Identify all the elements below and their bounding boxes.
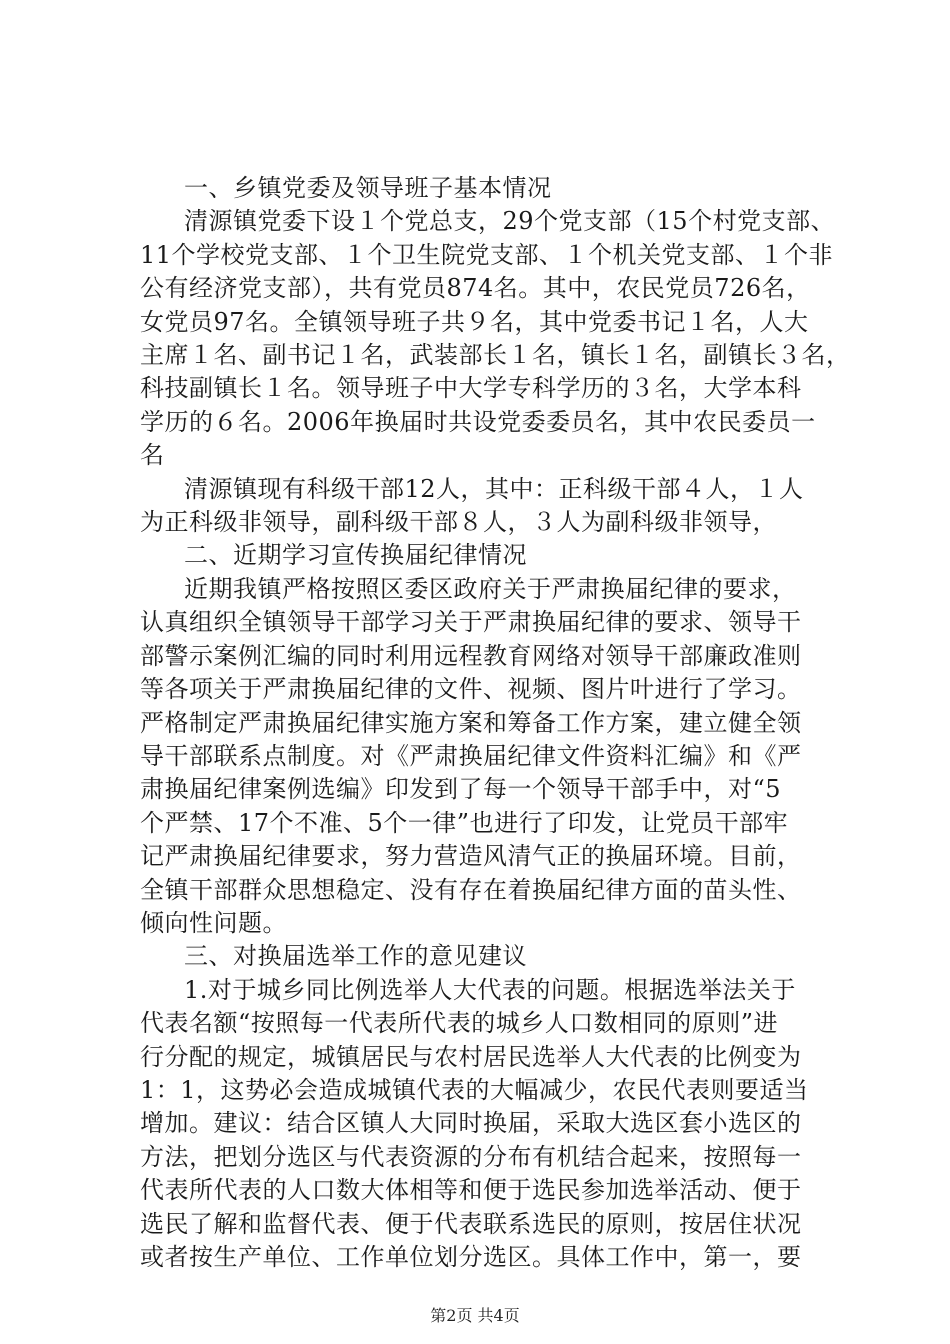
text-line: 代表名额“按照每一代表所代表的城乡人口数相同的原则”进	[140, 1009, 779, 1038]
text-line: 全镇干部群众思想稳定、没有存在着换届纪律方面的苗头性、	[140, 875, 802, 904]
paragraph	[140, 573, 830, 940]
text-line: 严格制定严肃换届纪律实施方案和筹备工作方案，建立健全领	[140, 708, 802, 737]
text-line: 行分配的规定，城镇居民与农村居民选举人大代表的比例变为	[140, 1042, 802, 1071]
paragraph	[140, 205, 851, 472]
text-line: 名	[140, 441, 165, 470]
text-line: 11个学校党支部、１个卫生院党支部、１个机关党支部、１个非	[140, 240, 834, 269]
text-line: 清源镇党委下设１个党总支，29个党支部（15个村党支部、	[184, 207, 836, 236]
text-line: 主席１名、副书记１名，武装部长１名，镇长１名，副镇长３名，	[140, 341, 851, 370]
text-line: 认真组织全镇领导干部学习关于严肃换届纪律的要求、领导干	[140, 608, 802, 637]
text-line: 记严肃换届纪律要求，努力营造风清气正的换届环境。目前，	[140, 842, 802, 871]
text-line: 女党员97名。全镇领导班子共９名，其中党委书记１名，人大	[140, 307, 809, 336]
text-line: 清源镇现有科级干部12人，其中：正科级干部４人，１人	[184, 474, 804, 503]
text-line: 部警示案例汇编的同时利用远程教育网络对领导干部廉政准则	[140, 641, 802, 670]
paragraph	[140, 539, 830, 572]
text-line: 方法，把划分选区与代表资源的分布有机结合起来，按照每一	[140, 1142, 802, 1171]
text-line: 三、对换届选举工作的意见建议	[184, 942, 527, 971]
paragraph	[140, 473, 830, 540]
text-line: 近期我镇严格按照区委区政府关于严肃换届纪律的要求，	[184, 574, 797, 603]
text-line: 1：1，这势必会造成城镇代表的大幅减少，农民代表则要适当	[140, 1075, 809, 1104]
text-line: 导干部联系点制度。对《严肃换届纪律文件资料汇编》和《严	[140, 741, 802, 770]
text-line: 或者按生产单位、工作单位划分选区。具体工作中，第一，要	[140, 1243, 802, 1271]
paragraph	[140, 940, 830, 973]
text-line: 公有经济党支部），共有党员874名。其中，农民党员726名，	[140, 274, 811, 303]
text-line: 一、乡镇党委及领导班子基本情况	[184, 174, 552, 202]
text-line: 代表所代表的人口数大体相等和便于选民参加选举活动、便于	[140, 1176, 802, 1205]
paragraph	[140, 172, 830, 205]
text-line: 学历的６名。2006年换届时共设党委委员名，其中农民委员一	[140, 407, 816, 436]
text-line: 1.对于城乡同比例选举人大代表的问题。根据选举法关于	[184, 975, 796, 1004]
text-line: 二、近期学习宣传换届纪律情况	[184, 541, 527, 570]
page-footer: 第2页 共4页	[430, 1306, 520, 1325]
text-line: 增加。建议：结合区镇人大同时换届，采取大选区套小选区的	[140, 1109, 802, 1138]
text-line: 选民了解和监督代表、便于代表联系选民的原则，按居住状况	[140, 1209, 802, 1238]
document-body	[140, 172, 851, 1274]
text-line: 个严禁、17个不准、5个一律”也进行了印发，让党员干部牢	[140, 808, 789, 837]
text-line: 肃换届纪律案例选编》印发到了每一个领导干部手中，对“5	[140, 775, 782, 804]
text-line: 科技副镇长１名。领导班子中大学专科学历的３名，大学本科	[140, 374, 802, 403]
paragraph	[140, 974, 830, 1275]
text-line: 为正科级非领导，副科级干部８人，３人为副科级非领导，	[140, 508, 777, 537]
text-line: 倾向性问题。	[140, 908, 287, 937]
text-line: 等各项关于严肃换届纪律的文件、视频、图片叶进行了学习。	[140, 675, 802, 704]
